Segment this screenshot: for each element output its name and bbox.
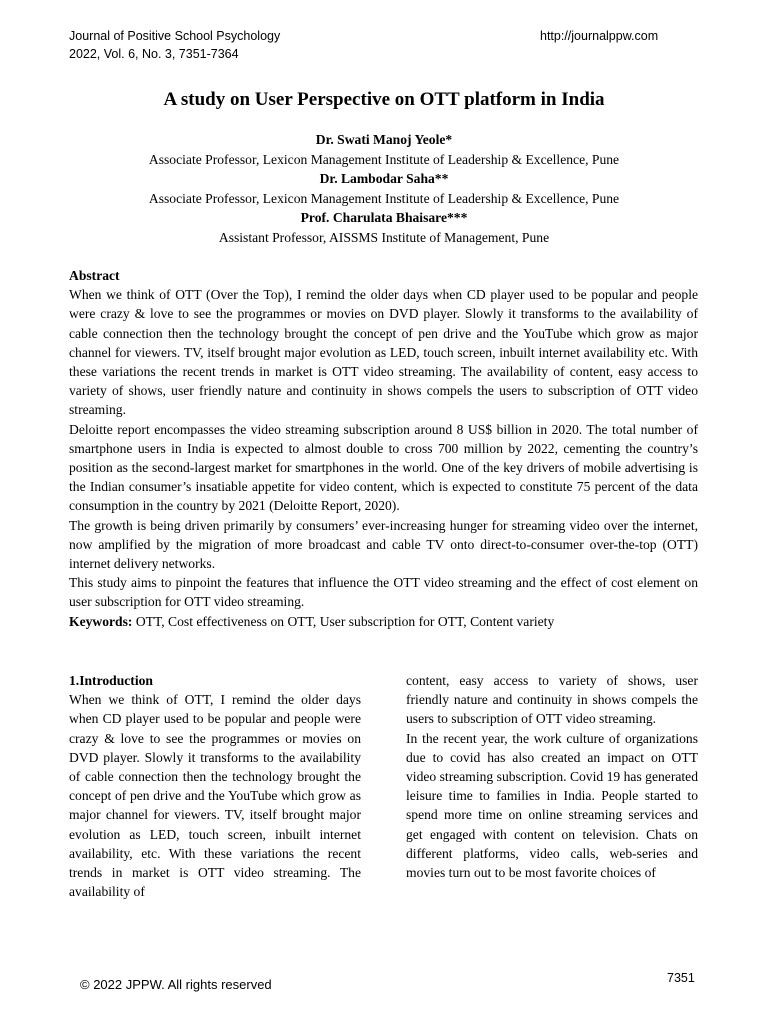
- abstract-paragraph: Deloitte report encompasses the video streaming subscription around 8 US$ billion in 2020. The total number of smartphone users in India is expected to almost double to cross 700 million by 2022, cementing the country’s position as the second-largest market for smartphones in the world. One of the key drivers of mobile advertising is the Indian consumer’s insatiable appetite for video content, which is expected to constitute 75 percent of the data consumption in the country by 2021 (Deloitte Report, 2020).: [69, 421, 698, 514]
- intro-column-right: [406, 671, 698, 882]
- keywords-text: OTT, Cost effectiveness on OTT, User subscription for OTT, Content variety: [135, 613, 555, 629]
- author-affiliation: Associate Professor, Lexicon Management Institute of Leadership & Excellence, Pune: [148, 151, 620, 167]
- journal-url[interactable]: http://journalppw.com: [540, 29, 659, 43]
- intro-heading: 1.Introduction: [69, 673, 153, 688]
- abstract-heading: Abstract: [69, 268, 120, 283]
- author-affiliation: Assistant Professor, AISSMS Institute of Management, Pune: [218, 229, 550, 245]
- paper-title: A study on User Perspective on OTT platform in India: [163, 89, 605, 110]
- author-name: Dr. Lambodar Saha**: [319, 171, 449, 186]
- author-name: Prof. Charulata Bhaisare***: [300, 210, 468, 225]
- abstract-paragraph: The growth is being driven primarily by consumers’ ever-increasing hunger for streaming video over the internet, now amplified by the migration of more broadcast and cable TV onto direct-to-consumer over-the-top (OTT) internet delivery networks.: [69, 517, 698, 572]
- abstract-paragraph: This study aims to pinpoint the features that influence the OTT video streaming and the effect of cost element on user subscription for OTT video streaming.: [69, 575, 698, 610]
- intro-paragraph: In the recent year, the work culture of organizations due to covid has also created an impact on OTT video streaming subscription. Covid 19 has generated leisure time to families in India. People started to spend more time on online streaming services and get engaged with content on television. Chats on different platforms, video calls, web-series and movies turn out to be most favorite choices of: [406, 730, 698, 881]
- intro-column-left: [69, 671, 361, 901]
- journal-header: [69, 27, 280, 63]
- copyright-text: © 2022 JPPW. All rights reserved: [80, 977, 272, 992]
- journal-name: Journal of Positive School Psychology: [69, 29, 281, 43]
- intro-paragraph: When we think of OTT, I remind the older days when CD player used to be popular and people were crazy & love to see the programmes or movies on DVD player. Slowly it transforms to the availability of cable connection then the technology brought the concept of pen drive and the YouTube which grow as major channel for viewers. TV, itself brought major evolution as LED, touch screen, inbuilt internet availability, etc. With these variations the recent trends in market is OTT video streaming. The availability of: [69, 692, 361, 900]
- author-block: [0, 130, 768, 247]
- abstract-section: [69, 266, 698, 631]
- abstract-paragraph: When we think of OTT (Over the Top), I remind the older days when CD player used to be popular and people were crazy & love to see the programmes or movies on DVD player. Slowly it transforms to the availability of cable connection then the technology brought the concept of pen drive and the YouTube which grow as major channel for viewers. TV, itself brought major evolution as LED, touch screen, inbuilt internet availability etc. With these variations the recent trends in market is OTT video streaming. The availability of content, easy access to variety of shows, user friendly nature and continuity in shows compels the users to subscription of OTT video streaming.: [69, 287, 698, 418]
- page-number: 7351: [667, 971, 695, 985]
- journal-volume: 2022, Vol. 6, No. 3, 7351-7364: [69, 47, 239, 61]
- intro-paragraph: content, easy access to variety of shows, user friendly nature and continuity in shows compels the users to subscription of OTT video streaming.: [406, 673, 698, 727]
- author-affiliation: Associate Professor, Lexicon Management Institute of Leadership & Excellence, Pune: [148, 190, 620, 206]
- keywords-line: [69, 612, 698, 631]
- keywords-label: Keywords:: [69, 613, 133, 629]
- author-name: Dr. Swati Manoj Yeole*: [315, 132, 453, 147]
